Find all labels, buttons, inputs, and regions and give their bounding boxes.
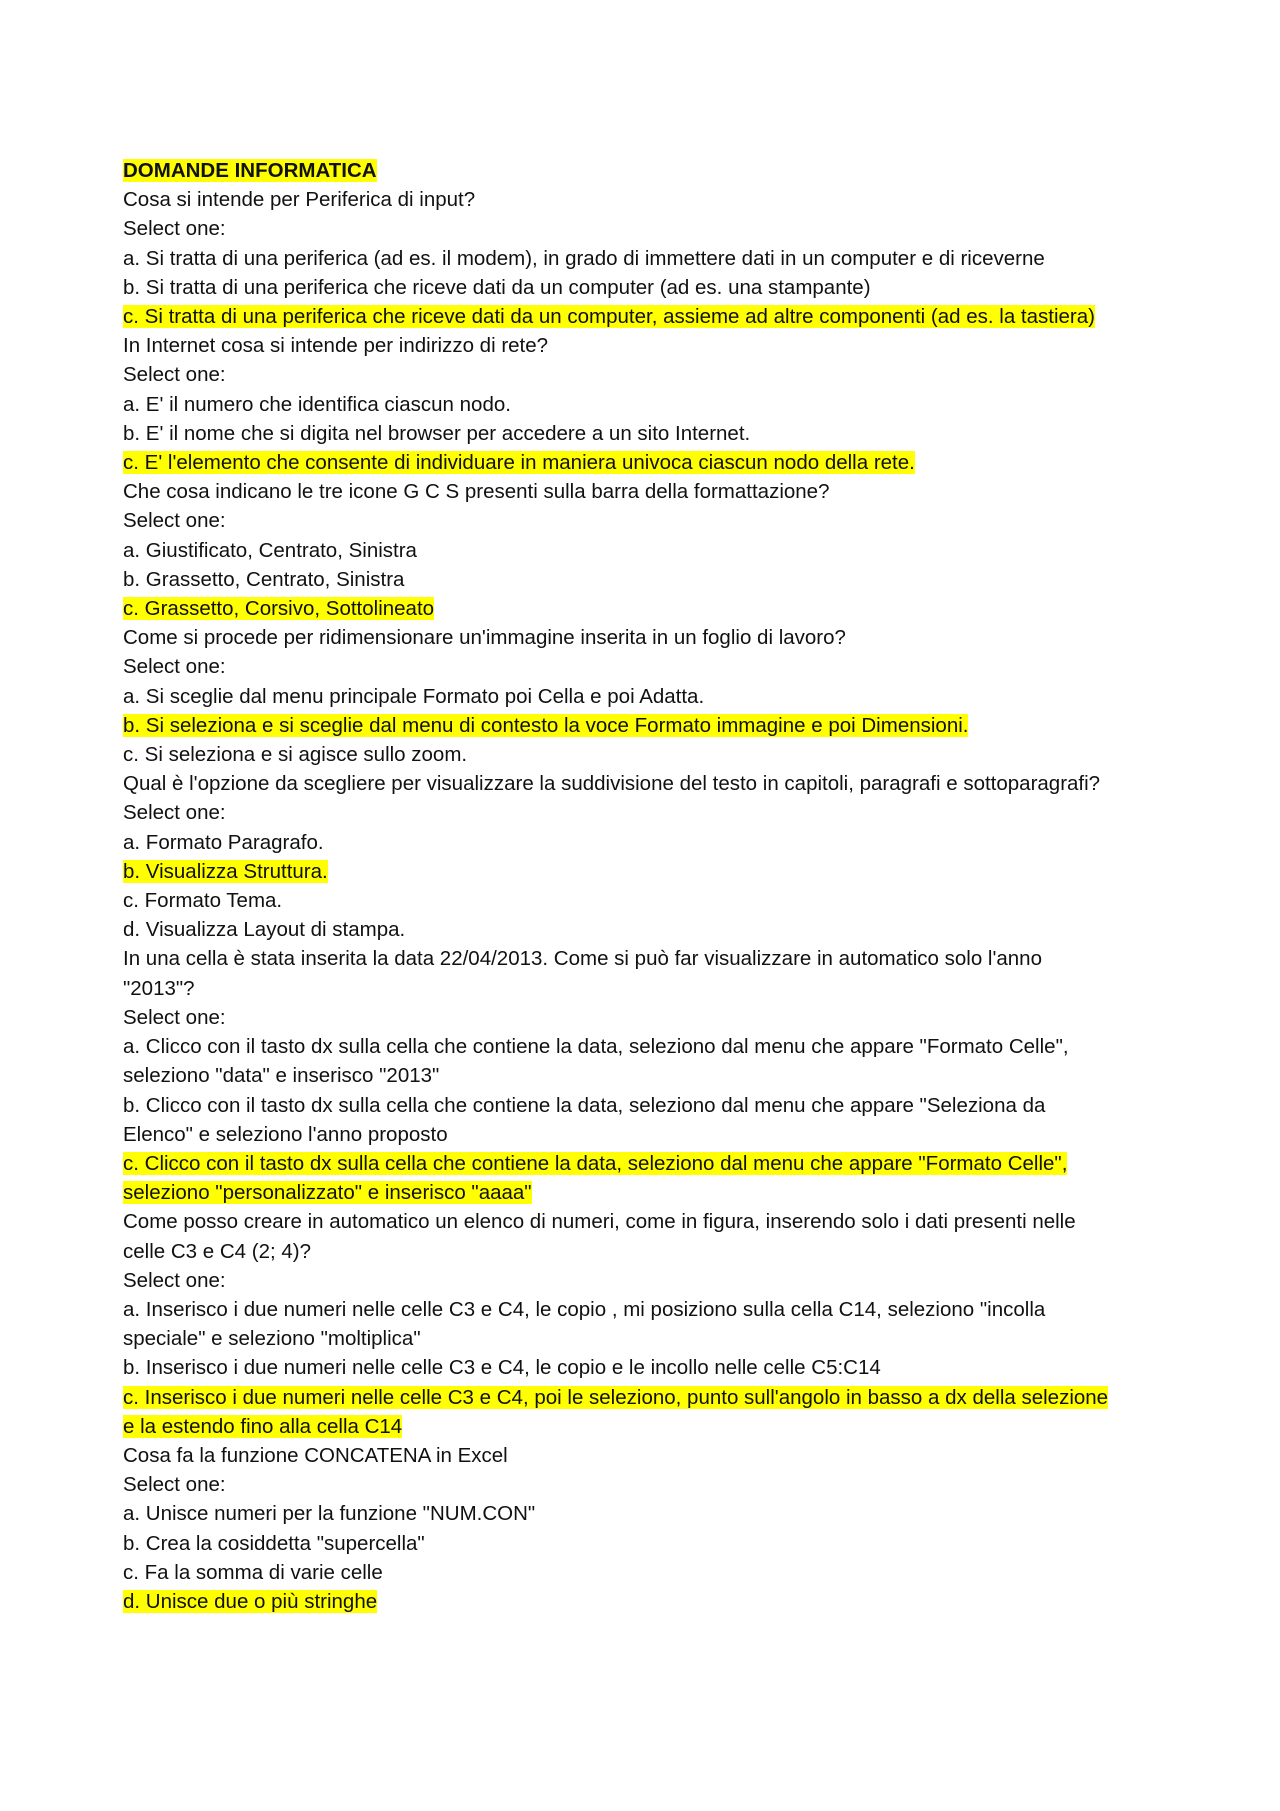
- question-7-option-c-correct-line-1: [123, 1383, 1183, 1412]
- question-7-text-line-1: Come posso creare in automatico un elenco di numeri, come in figura, inserendo solo i dati presenti nelle: [123, 1210, 1076, 1234]
- question-5-option-b-correct: [123, 857, 1183, 886]
- question-2-option-b: b. E' il nome che si digita nel browser per accedere a un sito Internet.: [123, 421, 751, 445]
- question-1-option-b: b. Si tratta di una periferica che riceve dati da un computer (ad es. una stampante): [123, 275, 871, 299]
- question-5-option-a: a. Formato Paragrafo.: [123, 830, 324, 854]
- question-6-option-b-line-2: Elenco" e seleziono l'anno proposto: [123, 1122, 448, 1146]
- question-7-text-line-2: celle C3 e C4 (2; 4)?: [123, 1239, 312, 1263]
- question-1-prompt: Select one:: [123, 217, 226, 241]
- question-2-text: In Internet cosa si intende per indirizzo di rete?: [123, 334, 549, 358]
- question-2-option-c-text: c. E' l'elemento che consente di individuare in maniera univoca ciascun nodo della rete.: [123, 451, 915, 475]
- document-page: [123, 156, 1183, 1616]
- question-8-option-b: b. Crea la cosiddetta "supercella": [123, 1531, 425, 1555]
- question-5-option-b-text: b. Visualizza Struttura.: [123, 859, 328, 883]
- question-2-prompt: Select one:: [123, 363, 226, 387]
- question-3-option-a: a. Giustificato, Centrato, Sinistra: [123, 538, 417, 562]
- document-title: DOMANDE INFORMATICA: [123, 159, 377, 182]
- question-6-text-line-2: "2013"?: [123, 976, 195, 1000]
- question-1-text: Cosa si intende per Periferica di input?: [123, 188, 476, 212]
- question-8-text: Cosa fa la funzione CONCATENA in Excel: [123, 1443, 508, 1467]
- question-6-option-b-line-1: b. Clicco con il tasto dx sulla cella che contiene la data, seleziono dal menu che appare "Seleziona da: [123, 1093, 1046, 1117]
- question-6-prompt: Select one:: [123, 1005, 226, 1029]
- question-3-text: Che cosa indicano le tre icone G C S presenti sulla barra della formattazione?: [123, 480, 830, 504]
- question-6-option-a-line-2: seleziono "data" e inserisco "2013": [123, 1064, 440, 1088]
- question-3-option-c-text: c. Grassetto, Corsivo, Sottolineato: [123, 597, 435, 621]
- question-4-option-b-correct: [123, 711, 1183, 740]
- question-7-prompt: Select one:: [123, 1268, 226, 1292]
- question-8-option-c: c. Fa la somma di varie celle: [123, 1560, 383, 1584]
- question-6-option-c-correct-line-1: [123, 1149, 1183, 1178]
- question-7-option-c-text-2: e la estendo fino alla cella C14: [123, 1414, 403, 1438]
- question-1-option-c-text: c. Si tratta di una periferica che riceve dati da un computer, assieme ad altre componenti (ad es. la tastiera): [123, 305, 1095, 329]
- question-6-option-a-line-1: a. Clicco con il tasto dx sulla cella che contiene la data, seleziono dal menu che appare "Formato Celle",: [123, 1035, 1069, 1059]
- question-3-option-c-correct: [123, 594, 1183, 623]
- question-6-text-line-1: In una cella è stata inserita la data 22/04/2013. Come si può far visualizzare in automatico solo l'anno: [123, 947, 1042, 971]
- question-7-option-b: b. Inserisco i due numeri nelle celle C3 e C4, le copio e le incollo nelle celle C5:C14: [123, 1356, 881, 1380]
- question-4-option-a: a. Si sceglie dal menu principale Formato poi Cella e poi Adatta.: [123, 684, 705, 708]
- question-5-option-c: c. Formato Tema.: [123, 889, 283, 913]
- question-4-text: Come si procede per ridimensionare un'immagine inserita in un foglio di lavoro?: [123, 626, 846, 650]
- question-4-prompt: Select one:: [123, 655, 226, 679]
- question-7-option-a-line-1: a. Inserisco i due numeri nelle celle C3 e C4, le copio , mi posiziono sulla cella C14, seleziono "incolla: [123, 1297, 1046, 1321]
- question-8-prompt: Select one:: [123, 1473, 226, 1497]
- question-5-prompt: Select one:: [123, 801, 226, 825]
- question-1-option-a: a. Si tratta di una periferica (ad es. il modem), in grado di immettere dati in un computer e di riceverne: [123, 246, 1045, 270]
- question-5-text: Qual è l'opzione da scegliere per visualizzare la suddivisione del testo in capitoli, paragrafi e sottoparagrafi?: [123, 772, 1101, 796]
- question-5-option-d: d. Visualizza Layout di stampa.: [123, 918, 406, 942]
- question-4-option-b-text: b. Si seleziona e si sceglie dal menu di contesto la voce Formato immagine e poi Dimensioni.: [123, 713, 969, 737]
- question-6-option-c-text-1: c. Clicco con il tasto dx sulla cella che contiene la data, seleziono dal menu che appare "Formato Celle",: [123, 1151, 1068, 1175]
- question-2-option-c-correct: [123, 448, 1183, 477]
- question-1-option-c-correct: [123, 302, 1183, 331]
- question-4-option-c: c. Si seleziona e si agisce sullo zoom.: [123, 743, 468, 767]
- question-3-option-b: b. Grassetto, Centrato, Sinistra: [123, 567, 405, 591]
- document-title-line: [123, 156, 1183, 185]
- question-8-option-d-text: d. Unisce due o più stringhe: [123, 1589, 378, 1613]
- question-7-option-c-text-1: c. Inserisco i due numeri nelle celle C3 e C4, poi le seleziono, punto sull'angolo in basso a dx della selezione: [123, 1385, 1109, 1409]
- question-8-option-d-correct: [123, 1587, 1183, 1616]
- question-7-option-a-line-2: speciale" e seleziono "moltiplica": [123, 1327, 421, 1351]
- question-6-option-c-correct-line-2: [123, 1178, 1183, 1207]
- question-3-prompt: Select one:: [123, 509, 226, 533]
- question-8-option-a: a. Unisce numeri per la funzione "NUM.CON": [123, 1502, 536, 1526]
- question-2-option-a: a. E' il numero che identifica ciascun nodo.: [123, 392, 511, 416]
- question-7-option-c-correct-line-2: [123, 1412, 1183, 1441]
- question-6-option-c-text-2: seleziono "personalizzato" e inserisco "aaaa": [123, 1181, 532, 1205]
